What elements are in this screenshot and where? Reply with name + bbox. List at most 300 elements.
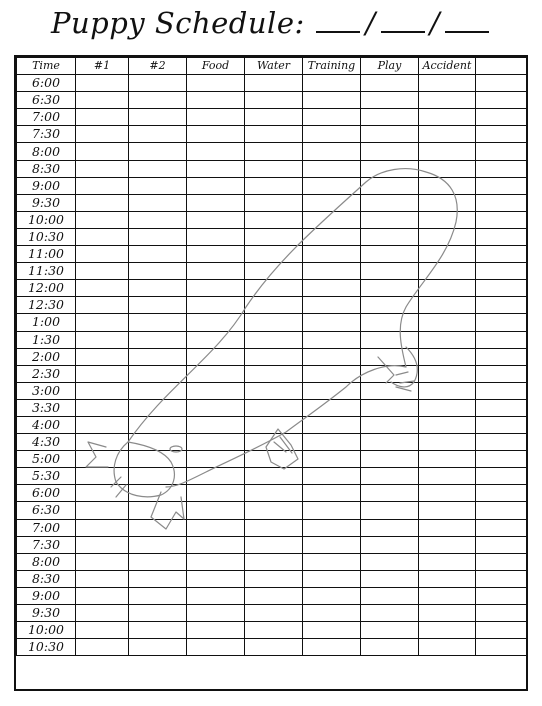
entry-cell [419,553,476,570]
entry-cell [303,519,361,536]
entry-cell [245,331,303,348]
entry-cell [303,570,361,587]
entry-cell [303,92,361,109]
entry-cell [419,451,476,468]
entry-cell [245,263,303,280]
entry-cell [129,416,187,433]
entry-cell [476,109,527,126]
entry-cell [187,485,245,502]
entry-cell [129,160,187,177]
entry-cell [476,553,527,570]
table-row [17,485,527,502]
entry-cell [476,605,527,622]
entry-cell [129,228,187,245]
entry-cell [129,570,187,587]
entry-cell [361,382,419,399]
table-row [17,143,527,160]
entry-cell [476,622,527,639]
entry-cell [129,348,187,365]
table-row [17,416,527,433]
entry-cell [361,331,419,348]
entry-cell [76,246,129,263]
entry-cell [245,639,303,656]
entry-cell [419,177,476,194]
date-month-blank [316,7,360,33]
entry-cell [129,143,187,160]
entry-cell [476,485,527,502]
entry-cell [476,194,527,211]
entry-cell [476,365,527,382]
entry-cell [129,536,187,553]
entry-cell [303,468,361,485]
table-row [17,331,527,348]
entry-cell [419,228,476,245]
entry-cell [361,434,419,451]
entry-cell [187,109,245,126]
entry-cell [361,177,419,194]
entry-cell [76,331,129,348]
entry-cell [476,297,527,314]
entry-cell [419,399,476,416]
entry-cell [303,297,361,314]
table-body [17,75,527,656]
entry-cell [245,143,303,160]
entry-cell [476,348,527,365]
entry-cell [187,331,245,348]
entry-cell [187,160,245,177]
entry-cell [476,434,527,451]
time-cell: 4:00 [17,416,76,433]
entry-cell [303,160,361,177]
entry-cell [76,416,129,433]
entry-cell [419,622,476,639]
entry-cell [303,126,361,143]
time-cell: 9:30 [17,194,76,211]
entry-cell [476,570,527,587]
entry-cell [187,416,245,433]
table-row [17,605,527,622]
entry-cell [419,109,476,126]
table-row [17,570,527,587]
time-cell: 7:00 [17,109,76,126]
entry-cell [187,570,245,587]
entry-cell [245,314,303,331]
entry-cell [245,502,303,519]
time-cell: 10:30 [17,228,76,245]
entry-cell [245,228,303,245]
table-row [17,587,527,604]
table-row [17,451,527,468]
entry-cell [245,536,303,553]
entry-cell [129,519,187,536]
entry-cell [361,399,419,416]
entry-cell [187,587,245,604]
entry-cell [476,587,527,604]
entry-cell [361,570,419,587]
entry-cell [187,399,245,416]
entry-cell [245,485,303,502]
entry-cell [245,92,303,109]
entry-cell [303,502,361,519]
schedule-table [16,57,527,656]
entry-cell [129,246,187,263]
entry-cell [76,434,129,451]
entry-cell [187,434,245,451]
column-header-accident: Accident [419,58,476,75]
entry-cell [76,622,129,639]
entry-cell [245,211,303,228]
time-cell: 6:00 [17,485,76,502]
time-cell: 7:30 [17,536,76,553]
time-cell: 4:30 [17,434,76,451]
entry-cell [361,451,419,468]
entry-cell [361,263,419,280]
entry-cell [76,143,129,160]
date-year-blank [445,7,489,33]
column-header-training: Training [303,58,361,75]
entry-cell [419,605,476,622]
entry-cell [245,416,303,433]
table-row [17,126,527,143]
entry-cell [129,263,187,280]
entry-cell [303,109,361,126]
time-cell: 6:30 [17,92,76,109]
entry-cell [129,126,187,143]
entry-cell [76,365,129,382]
entry-cell [187,297,245,314]
time-cell: 10:30 [17,639,76,656]
time-cell: 3:00 [17,382,76,399]
entry-cell [476,314,527,331]
time-cell: 5:30 [17,468,76,485]
column-header-blank [476,58,527,75]
entry-cell [187,75,245,92]
entry-cell [187,126,245,143]
table-row [17,109,527,126]
table-row [17,160,527,177]
entry-cell [303,280,361,297]
time-cell: 7:30 [17,126,76,143]
entry-cell [476,536,527,553]
table-row [17,519,527,536]
entry-cell [303,553,361,570]
entry-cell [419,519,476,536]
table-row [17,639,527,656]
entry-cell [361,126,419,143]
entry-cell [303,348,361,365]
entry-cell [187,622,245,639]
entry-cell [419,365,476,382]
entry-cell [361,109,419,126]
entry-cell [419,263,476,280]
entry-cell [361,211,419,228]
entry-cell [361,587,419,604]
time-cell: 10:00 [17,622,76,639]
table-row [17,502,527,519]
entry-cell [361,194,419,211]
entry-cell [476,75,527,92]
entry-cell [361,75,419,92]
entry-cell [129,587,187,604]
table-row [17,228,527,245]
entry-cell [419,194,476,211]
entry-cell [419,639,476,656]
entry-cell [419,382,476,399]
entry-cell [76,160,129,177]
entry-cell [476,519,527,536]
entry-cell [303,536,361,553]
entry-cell [245,348,303,365]
entry-cell [129,399,187,416]
entry-cell [303,416,361,433]
time-cell: 12:30 [17,297,76,314]
entry-cell [187,605,245,622]
entry-cell [245,280,303,297]
entry-cell [187,314,245,331]
entry-cell [476,399,527,416]
entry-cell [76,126,129,143]
entry-cell [187,177,245,194]
entry-cell [361,348,419,365]
time-cell: 2:30 [17,365,76,382]
entry-cell [129,177,187,194]
entry-cell [245,468,303,485]
entry-cell [303,622,361,639]
entry-cell [76,639,129,656]
entry-cell [476,160,527,177]
entry-cell [303,434,361,451]
entry-cell [129,194,187,211]
entry-cell [419,468,476,485]
entry-cell [76,314,129,331]
entry-cell [187,280,245,297]
entry-cell [361,314,419,331]
entry-cell [76,75,129,92]
entry-cell [76,570,129,587]
entry-cell [129,605,187,622]
time-cell: 5:00 [17,451,76,468]
entry-cell [129,365,187,382]
time-cell: 3:30 [17,399,76,416]
table-row [17,314,527,331]
entry-cell [361,365,419,382]
entry-cell [129,92,187,109]
entry-cell [187,211,245,228]
entry-cell [419,297,476,314]
entry-cell [129,382,187,399]
entry-cell [419,331,476,348]
entry-cell [76,502,129,519]
entry-cell [76,297,129,314]
entry-cell [303,228,361,245]
time-cell: 1:30 [17,331,76,348]
entry-cell [361,280,419,297]
table-row [17,468,527,485]
table-row [17,382,527,399]
entry-cell [419,92,476,109]
time-cell: 6:00 [17,75,76,92]
entry-cell [76,536,129,553]
table-row [17,297,527,314]
time-cell: 1:00 [17,314,76,331]
table-row [17,553,527,570]
column-header-food: Food [187,58,245,75]
entry-cell [187,228,245,245]
entry-cell [303,177,361,194]
time-cell: 8:00 [17,553,76,570]
table-row [17,348,527,365]
time-cell: 6:30 [17,502,76,519]
column-header-play: Play [361,58,419,75]
time-cell: 9:00 [17,587,76,604]
entry-cell [361,468,419,485]
table-row [17,246,527,263]
entry-cell [419,348,476,365]
entry-cell [476,211,527,228]
entry-cell [419,160,476,177]
entry-cell [361,639,419,656]
entry-cell [361,536,419,553]
entry-cell [245,160,303,177]
entry-cell [187,143,245,160]
entry-cell [476,382,527,399]
entry-cell [187,92,245,109]
entry-cell [245,382,303,399]
time-cell: 8:30 [17,570,76,587]
entry-cell [129,502,187,519]
entry-cell [76,228,129,245]
entry-cell [419,434,476,451]
table-row [17,177,527,194]
entry-cell [187,536,245,553]
page-title [0,6,542,40]
entry-cell [76,109,129,126]
entry-cell [419,211,476,228]
entry-cell [129,280,187,297]
time-cell: 8:30 [17,160,76,177]
entry-cell [303,314,361,331]
entry-cell [303,639,361,656]
entry-cell [187,639,245,656]
entry-cell [361,485,419,502]
entry-cell [245,451,303,468]
entry-cell [245,622,303,639]
entry-cell [187,502,245,519]
table-row [17,622,527,639]
entry-cell [245,126,303,143]
entry-cell [303,365,361,382]
entry-cell [76,348,129,365]
entry-cell [419,314,476,331]
entry-cell [361,246,419,263]
entry-cell [361,92,419,109]
entry-cell [245,75,303,92]
entry-cell [245,365,303,382]
entry-cell [187,263,245,280]
entry-cell [476,331,527,348]
entry-cell [245,605,303,622]
entry-cell [245,519,303,536]
entry-cell [245,246,303,263]
entry-cell [245,177,303,194]
entry-cell [476,468,527,485]
entry-cell [187,382,245,399]
entry-cell [245,587,303,604]
entry-cell [419,502,476,519]
entry-cell [129,468,187,485]
entry-cell [303,263,361,280]
entry-cell [303,399,361,416]
time-cell: 9:30 [17,605,76,622]
entry-cell [419,143,476,160]
entry-cell [245,570,303,587]
entry-cell [419,75,476,92]
entry-cell [303,331,361,348]
entry-cell [361,228,419,245]
entry-cell [476,177,527,194]
entry-cell [303,143,361,160]
entry-cell [419,485,476,502]
table-row [17,75,527,92]
table-row [17,399,527,416]
column-header-time: Time [17,58,76,75]
date-separator: / [365,6,376,40]
entry-cell [245,399,303,416]
entry-cell [76,519,129,536]
entry-cell [476,246,527,263]
entry-cell [361,416,419,433]
entry-cell [76,587,129,604]
table-row [17,263,527,280]
entry-cell [129,622,187,639]
entry-cell [361,605,419,622]
title-text: Puppy Schedule: [50,6,305,40]
entry-cell [76,605,129,622]
entry-cell [187,194,245,211]
entry-cell [361,143,419,160]
entry-cell [129,331,187,348]
entry-cell [129,553,187,570]
entry-cell [187,348,245,365]
entry-cell [129,434,187,451]
entry-cell [303,587,361,604]
entry-cell [76,177,129,194]
table-row [17,536,527,553]
time-cell: 10:00 [17,211,76,228]
entry-cell [303,382,361,399]
column-header-2: #2 [129,58,187,75]
entry-cell [76,263,129,280]
entry-cell [476,228,527,245]
entry-cell [187,365,245,382]
entry-cell [303,194,361,211]
entry-cell [129,485,187,502]
column-header-water: Water [245,58,303,75]
entry-cell [361,297,419,314]
column-header-1: #1 [76,58,129,75]
entry-cell [476,280,527,297]
entry-cell [419,280,476,297]
entry-cell [303,75,361,92]
entry-cell [76,553,129,570]
entry-cell [476,451,527,468]
entry-cell [303,211,361,228]
entry-cell [129,451,187,468]
time-cell: 9:00 [17,177,76,194]
entry-cell [76,194,129,211]
entry-cell [419,126,476,143]
entry-cell [245,553,303,570]
